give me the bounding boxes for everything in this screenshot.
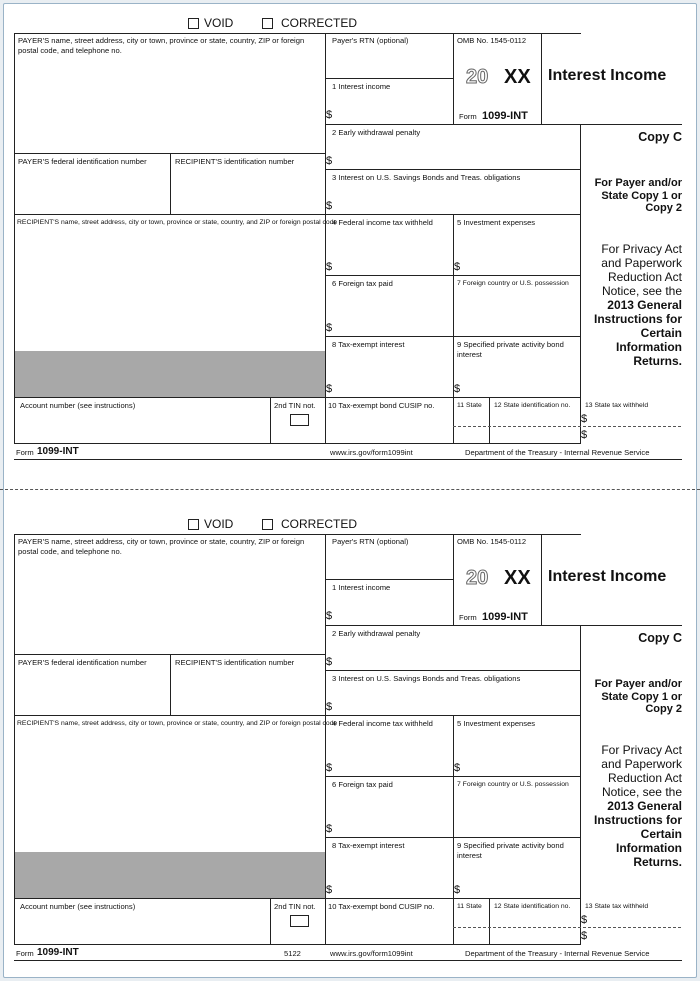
payer-name-field[interactable] (15, 557, 325, 653)
box11-label: 11 State (457, 903, 482, 910)
rule (325, 898, 581, 899)
catalog-number: 5122 (284, 949, 301, 958)
dollar-sign: $ (581, 930, 588, 942)
bottom-rule (14, 944, 581, 945)
rule (14, 153, 325, 154)
privacy-text: For Privacy Act and Paperwork Reduction Act Notice, see the (601, 242, 682, 298)
box10-label: 10 Tax-exempt bond CUSIP no. (328, 902, 435, 911)
recipient-name-label: RECIPIENT'S name, street address, city or town, province or state, country, and ZIP or foreign postal code (17, 720, 338, 727)
rule (14, 459, 682, 460)
payer-rtn-label: Payer's RTN (optional) (332, 537, 409, 546)
dollar-sign: $ (326, 383, 333, 395)
form-name: 1099-INT (482, 110, 528, 122)
copy-label: Copy C (638, 631, 682, 645)
rule (325, 579, 453, 580)
box7-label: 7 Foreign country or U.S. possession (457, 280, 569, 287)
void-label: VOID (204, 16, 234, 30)
dollar-sign: $ (326, 200, 333, 212)
dollar-sign: $ (581, 429, 588, 441)
rule (14, 214, 325, 215)
top-rule (14, 33, 581, 34)
copy-for-text: For Payer and/or State Copy 1 or Copy 2 (594, 678, 682, 715)
dollar-sign: $ (326, 155, 333, 167)
box2-label: 2 Early withdrawal penalty (332, 629, 421, 638)
bottom-rule (14, 443, 581, 444)
rule (14, 715, 325, 716)
top-rule (14, 534, 581, 535)
form-name: 1099-INT (482, 611, 528, 623)
form-title: Interest Income (548, 67, 667, 84)
recipient-id-label: RECIPIENT'S identification number (175, 658, 295, 667)
payer-name-field[interactable] (15, 56, 325, 152)
dollar-sign: $ (581, 914, 588, 926)
form-label: Form (459, 613, 477, 622)
rule (325, 214, 581, 215)
perforation-line (0, 489, 700, 490)
dollar-sign: $ (326, 261, 333, 273)
tin-label: 2nd TIN not. (274, 401, 316, 410)
void-label: VOID (204, 517, 234, 531)
state-divider (489, 898, 490, 944)
dollar-sign: $ (326, 884, 333, 896)
box4-label: 4 Federal income tax withheld (332, 218, 433, 227)
void-checkbox[interactable] (188, 519, 199, 530)
box9-label: 9 Specified private activity bond interest (457, 340, 564, 359)
shaded-area (15, 852, 325, 898)
dollar-sign: $ (326, 322, 333, 334)
year-suffix: XX (504, 66, 531, 88)
box13-label: 13 State tax withheld (585, 903, 649, 910)
website-link[interactable]: www.irs.gov/form1099int (330, 949, 413, 958)
tin-checkbox[interactable] (290, 915, 309, 927)
corrected-checkbox[interactable] (262, 18, 273, 29)
id-divider (170, 153, 171, 214)
tin-label: 2nd TIN not. (274, 902, 316, 911)
box7-label: 7 Foreign country or U.S. possession (457, 781, 569, 788)
payer-fed-id-label: PAYER'S federal identification number (18, 157, 147, 166)
corrected-label: CORRECTED (281, 517, 358, 531)
payer-rtn-label: Payer's RTN (optional) (332, 36, 409, 45)
box12-label: 12 State identification no. (494, 402, 571, 409)
recipient-id-label: RECIPIENT'S identification number (175, 157, 295, 166)
rule (580, 124, 682, 125)
rule (325, 670, 581, 671)
form-title: Interest Income (548, 568, 667, 585)
box9-label: 9 Specified private activity bond interest (457, 841, 564, 860)
privacy-text: For Privacy Act and Paperwork Reduction Act Notice, see the (601, 743, 682, 799)
rule (325, 169, 581, 170)
rule (325, 336, 581, 337)
dollar-sign: $ (454, 884, 461, 896)
box5-label: 5 Investment expenses (457, 218, 536, 227)
rule (325, 776, 581, 777)
dollar-sign: $ (581, 413, 588, 425)
tin-divider (270, 898, 271, 944)
corrected-label: CORRECTED (281, 16, 358, 30)
rule (325, 124, 581, 125)
rule (14, 654, 325, 655)
box8-label: 8 Tax-exempt interest (332, 841, 405, 850)
title-rule (541, 33, 542, 125)
rule (453, 927, 681, 928)
omb-rule (453, 33, 454, 125)
account-label: Account number (see instructions) (20, 401, 136, 410)
recipient-name-label: RECIPIENT'S name, street address, city or town, province or state, country, and ZIP or foreign postal code (17, 219, 338, 226)
privacy-bold-text: 2013 General Instructions for Certain Information Returns. (593, 298, 682, 368)
year-prefix: 20 (466, 66, 489, 88)
box11-label: 11 State (457, 402, 482, 409)
omb-label: OMB No. 1545-0112 (457, 537, 527, 546)
year-prefix: 20 (466, 567, 489, 589)
account-label: Account number (see instructions) (20, 902, 136, 911)
rule (453, 426, 681, 427)
box6-label: 6 Foreign tax paid (332, 780, 393, 789)
rule (325, 78, 453, 79)
box12-label: 12 State identification no. (494, 903, 571, 910)
rule (14, 960, 682, 961)
form-copy-top (0, 0, 700, 470)
copy-rule (580, 626, 581, 944)
tin-checkbox[interactable] (290, 414, 309, 426)
mid-rule (325, 33, 326, 443)
col2-rule (453, 716, 454, 944)
payer-name-label: PAYER'S name, street address, city or town, province or state, country, ZIP or foreign postal code, and telephone no. (18, 537, 305, 556)
footer-form-name: 1099-INT (37, 947, 79, 958)
tin-divider (270, 397, 271, 443)
box2-label: 2 Early withdrawal penalty (332, 128, 421, 137)
omb-rule (453, 534, 454, 626)
copy-rule (580, 125, 581, 443)
treasury-label: Department of the Treasury - Internal Revenue Service (465, 949, 650, 958)
box5-label: 5 Investment expenses (457, 719, 536, 728)
col2-rule (453, 215, 454, 443)
dollar-sign: $ (326, 762, 333, 774)
box13-label: 13 State tax withheld (585, 402, 649, 409)
dollar-sign: $ (454, 383, 461, 395)
omb-label: OMB No. 1545-0112 (457, 36, 527, 45)
rule (325, 275, 581, 276)
copy-label: Copy C (638, 130, 682, 144)
payer-name-label: PAYER'S name, street address, city or town, province or state, country, ZIP or foreign postal code, and telephone no. (18, 36, 305, 55)
dollar-sign: $ (326, 109, 333, 121)
treasury-label: Department of the Treasury - Internal Revenue Service (465, 448, 650, 457)
form-label: Form (459, 112, 477, 121)
privacy-bold-text: 2013 General Instructions for Certain Information Returns. (593, 799, 682, 869)
rule (325, 715, 581, 716)
box3-label: 3 Interest on U.S. Savings Bonds and Treas. obligations (332, 674, 521, 683)
footer-form-label: Form (16, 448, 34, 457)
copy-for-text: For Payer and/or State Copy 1 or Copy 2 (594, 177, 682, 214)
rule (325, 837, 581, 838)
state-divider (489, 397, 490, 443)
mid-rule (325, 534, 326, 944)
dollar-sign: $ (326, 823, 333, 835)
box1-label: 1 Interest income (332, 583, 391, 592)
rule (14, 898, 325, 899)
dollar-sign: $ (454, 762, 461, 774)
rule (325, 397, 581, 398)
box8-label: 8 Tax-exempt interest (332, 340, 405, 349)
payer-fed-id-label: PAYER'S federal identification number (18, 658, 147, 667)
void-checkbox[interactable] (188, 18, 199, 29)
box4-label: 4 Federal income tax withheld (332, 719, 433, 728)
box3-label: 3 Interest on U.S. Savings Bonds and Treas. obligations (332, 173, 521, 182)
rule (580, 625, 682, 626)
box10-label: 10 Tax-exempt bond CUSIP no. (328, 401, 435, 410)
dollar-sign: $ (326, 610, 333, 622)
footer-form-name: 1099-INT (37, 446, 79, 457)
box1-label: 1 Interest income (332, 82, 391, 91)
website-link[interactable]: www.irs.gov/form1099int (330, 448, 413, 457)
footer-form-label: Form (16, 949, 34, 958)
dollar-sign: $ (326, 656, 333, 668)
dollar-sign: $ (326, 701, 333, 713)
id-divider (170, 654, 171, 715)
rule (14, 397, 325, 398)
form-copy-bottom (0, 501, 700, 971)
shaded-area (15, 351, 325, 397)
rule (325, 625, 581, 626)
corrected-checkbox[interactable] (262, 519, 273, 530)
box6-label: 6 Foreign tax paid (332, 279, 393, 288)
dollar-sign: $ (454, 261, 461, 273)
year-suffix: XX (504, 567, 531, 589)
title-rule (541, 534, 542, 626)
